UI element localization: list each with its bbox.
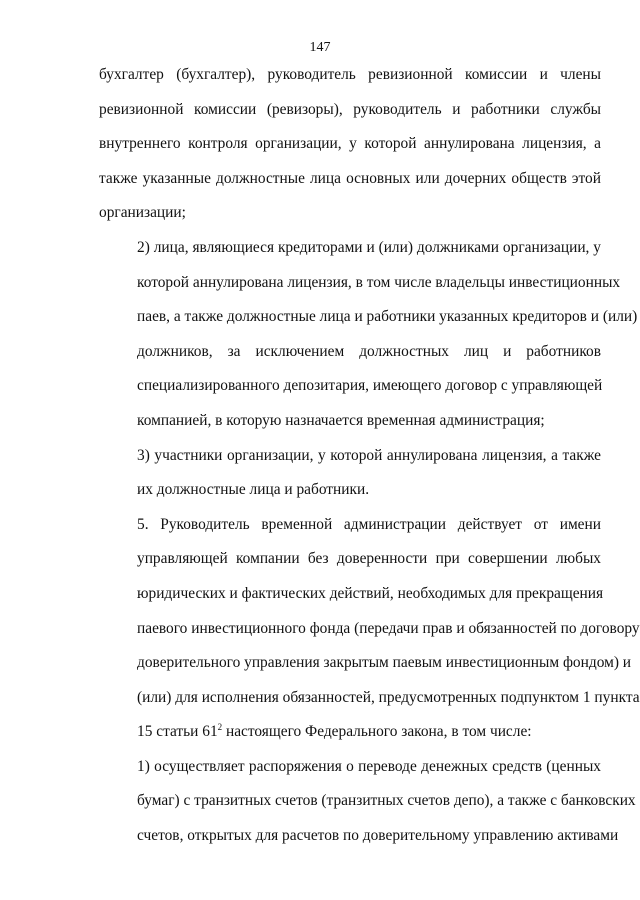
text-line: организации; — [99, 204, 186, 222]
superscript: 2 — [217, 722, 223, 733]
text-line: бумаг) с транзитных счетов (транзитных счетов депо), а также с банковских — [137, 792, 636, 810]
text-line: должников, за исключением должностных лиц и работников — [137, 342, 601, 360]
text-line: также указанные должностные лица основных или дочерних обществ этой — [99, 169, 601, 187]
text-segment: 15 статьи 61 — [137, 723, 218, 741]
text-line: управляющей компании без доверенности при совершении любых — [137, 550, 601, 568]
text-line: бухгалтер (бухгалтер), руководитель ревизионной комиссии и члены — [99, 66, 601, 83]
document-body — [99, 58, 640, 854]
text-line: их должностные лица и работники. — [137, 481, 370, 499]
text-line: 3) участники организации, у которой аннулирована лицензия, а также — [137, 446, 601, 464]
text-line: паевого инвестиционного фонда (передачи прав и обязанностей по договору — [137, 619, 640, 637]
text-line-with-superscript — [99, 715, 601, 750]
text-line: (или) для исполнения обязанностей, предусмотренных подпунктом 1 пункта — [137, 688, 640, 706]
text-line: 5. Руководитель временной администрации действует от имени — [137, 515, 601, 533]
paragraph-subitem-1 — [99, 750, 636, 854]
paragraph-continuation — [99, 58, 601, 231]
text-line: 1) осуществляет распоряжения о переводе денежных средств (ценных — [137, 757, 601, 775]
text-line: специализированного депозитария, имеющего договор с управляющей — [137, 377, 603, 395]
paragraph-item-3 — [99, 439, 601, 508]
text-line: компанией, в которую назначается временная администрация; — [137, 411, 545, 429]
text-line: юридических и фактических действий, необходимых для прекращения — [137, 584, 604, 602]
text-line: счетов, открытых для расчетов по доверительному управлению активами — [137, 827, 619, 845]
text-line: паев, а также должностные лица и работники указанных кредиторов и (или) — [137, 308, 638, 326]
text-segment: настоящего Федерального закона, в том числе: — [222, 723, 532, 741]
paragraph-section-5 — [99, 508, 640, 750]
text-line: внутреннего контроля организации, у которой аннулирована лицензия, а — [99, 135, 601, 153]
text-line: которой аннулирована лицензия, в том числе владельцы инвестиционных — [137, 273, 621, 291]
paragraph-item-2 — [99, 231, 638, 439]
text-line: доверительного управления закрытым паевым инвестиционным фондом) и — [137, 654, 632, 672]
text-line: ревизионной комиссии (ревизоры), руководитель и работники службы — [99, 100, 601, 118]
text-line: 2) лица, являющиеся кредиторами и (или) должниками организации, у — [137, 238, 601, 256]
page-number: 147 — [309, 40, 331, 55]
